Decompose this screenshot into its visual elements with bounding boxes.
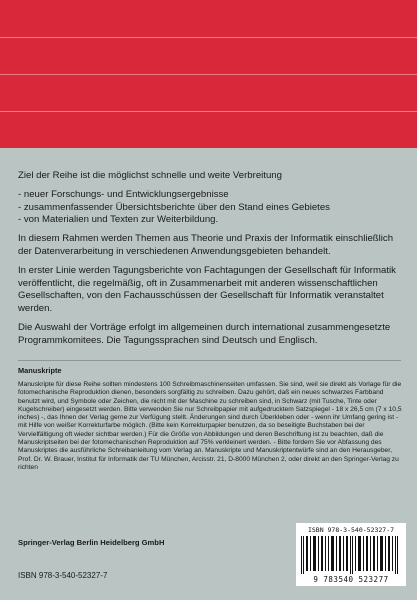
manuskripte-text: Manuskripte für diese Reihe sollten mindestens 100 Schreibmaschinenseiten umfassen. Sie sind, weil sie direkt als Vorlage für die fotomechanische Reproduktion dienen, besonders sorgfältig zu schreiben. Dazu gehört, daß ein neues schwarzes Farbband benutzt wird, und Symbole oder Zeichen, die nicht mit der Maschine zu schreiben sind, in Schwarz (mit Tusche, Tinte oder Kugelschreiber) eingesetzt werden. Bitte verwenden Sie nur Schreibpapier mit aufgedrucktem Satzspiegel - 18 x 26,5 cm (7 x 10,5 inches) -, das Ihnen der Verlag gerne zur Verfügung stellt. Änderungen sind durch Überkleben oder - wenn ihr Umfang gering ist - mit Hilfe von weißer Korrekturfarbe möglich. (Bitte kein Korrekturpapier benutzen, da so beseitigte Buchstaben bei der Vervielfältigung oft wieder sichtbar werden.) Für die Größe von Abbildungen und deren Beschriftung ist zu beachten, daß die Manuskriptseiten bei der fotomechanischen Reproduktion auf 75% verkleinert werden. - Bitte fordern Sie vor Abfassung des Manuskriptes die ausführliche Schreibanleitung vom Verlag an. Manuskripte und Manuskriptentwürfe sind an den Herausgeber, Prof. Dr. W. Brauer, Institut für Informatik der TU München, Arcisstr. 21, D-8000 München 2, oder direkt an den Springer-Verlag zu richten [18,381,402,471]
intro-paragraph: Die Auswahl der Vorträge erfolgt im allgemeinen durch international zusammengesetzte Programmkomitees. Die Tagungssprachen sind Deutsch und Englisch. [18,321,391,346]
barcode-digits: 9 783540 523277 [313,575,389,584]
red-band-stripe [0,74,417,75]
barcode-isbn: ISBN 978-3-540-52327-7 [307,526,395,534]
intro-paragraph: In erster Linie werden Tagungsberichte von Fachtagungen der Gesellschaft für Informatik veröffentlicht, die regelmäßig, oft in Zusammenarbeit mit anderen wissenschaftlichen Gesellschaften, von den Fachausschüssen der Gesellschaft für Informatik veranstaltet werden. [18,264,396,315]
intro-paragraph: In diesem Rahmen werden Themen aus Theorie und Praxis der Informatik einschließlich der Datenverarbeitung in verschiedenen Anwendungsgebieten behandelt. [18,233,394,257]
manuskripte-heading: Manuskripte [18,366,62,375]
intro-bullet: - neuer Forschungs- und Entwicklungsergebnisse [18,188,229,200]
red-band-stripe [0,37,417,38]
intro-bullet-list [18,189,403,227]
barcode-icon [300,536,402,574]
barcode-label [296,523,406,586]
section-divider [18,360,401,361]
red-band-stripe [0,111,417,112]
intro-lead: Ziel der Reihe ist die möglichst schnelle und weite Verbreitung [18,170,282,181]
isbn-text: ISBN 978-3-540-52327-7 [18,571,108,580]
publisher-name: Springer-Verlag Berlin Heidelberg GmbH [18,538,165,547]
intro-bullet: - von Materialien und Texten zur Weiterbildung. [18,214,219,226]
series-description [18,170,403,354]
intro-bullet: - zusammenfassender Übersichtsberichte über den Stand eines Gebietes [18,201,330,213]
